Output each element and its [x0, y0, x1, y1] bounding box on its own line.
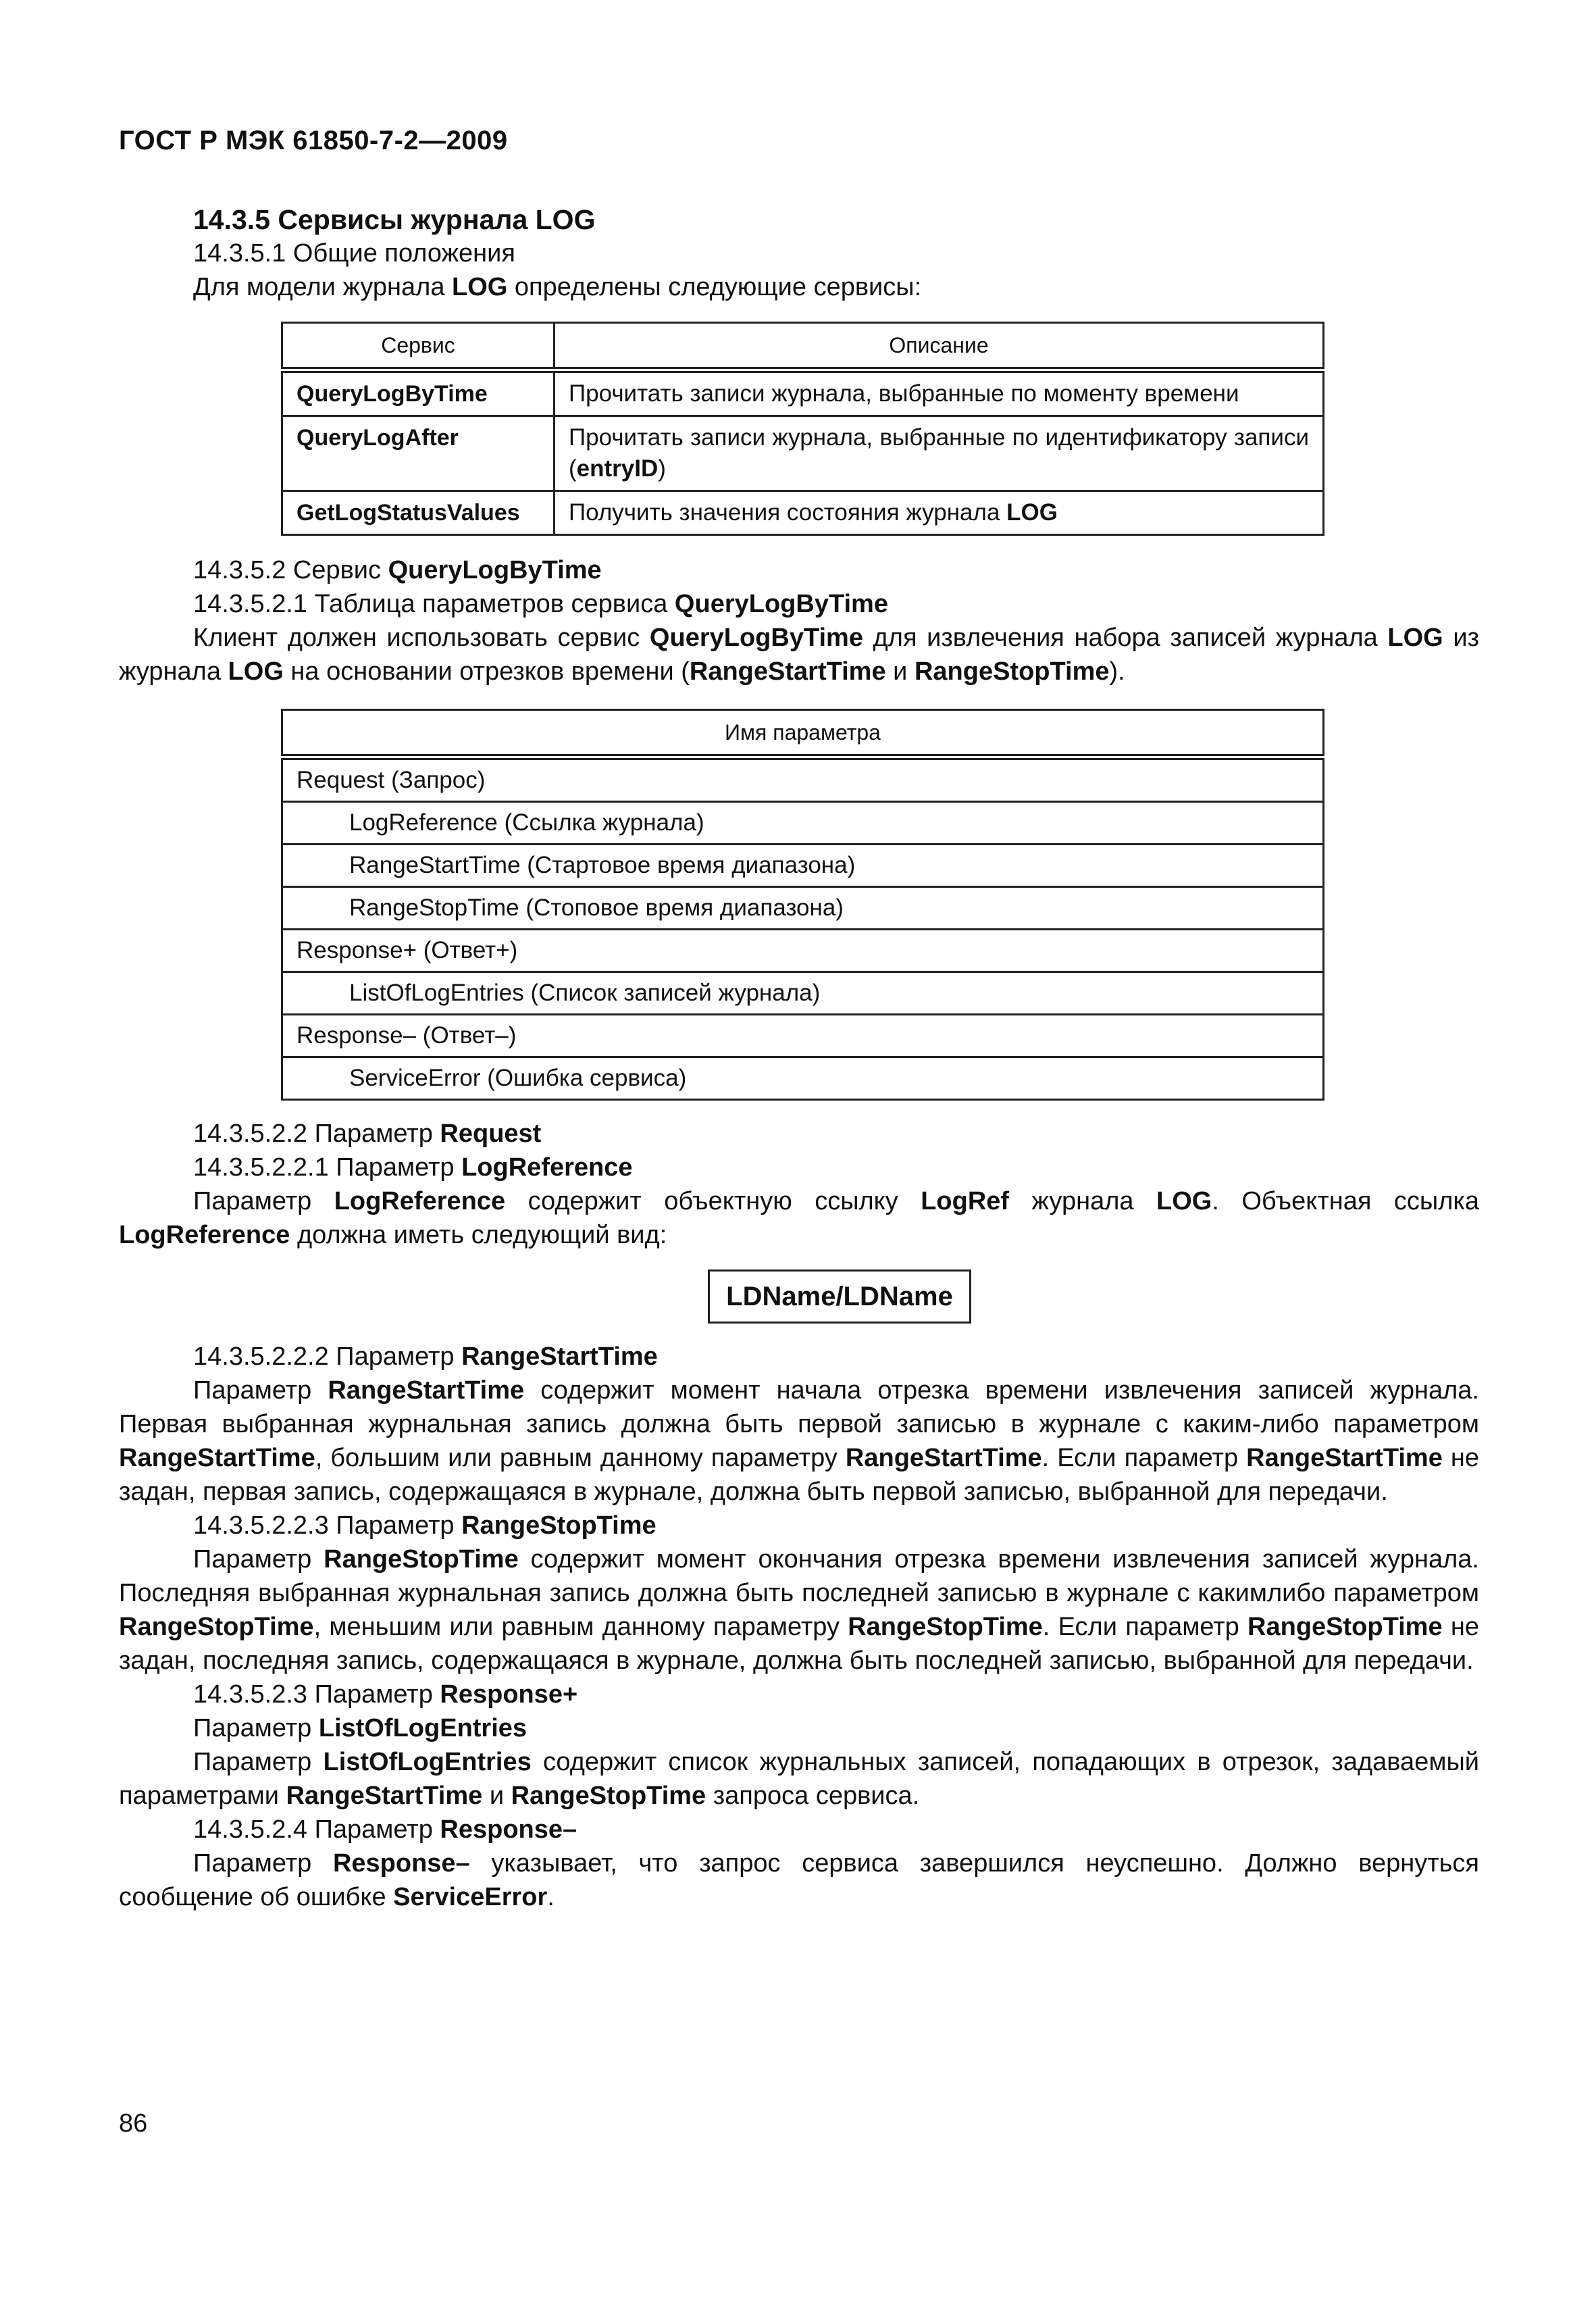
- column-header-description: Описание: [555, 323, 1324, 370]
- parameters-table: [281, 709, 1324, 1101]
- table-row: [282, 370, 1324, 416]
- paragraph-client: Клиент должен использовать сервис QueryLogByTime для извлечения набора записей журнала LOG из журнала LOG на основании отрезков времени (RangeStartTime и RangeStopTime).: [119, 624, 1479, 686]
- paragraph-response-minus: Параметр Response– указывает, что запрос сервиса завершился неуспешно. Должно вернуться сообщение об ошибке ServiceError.: [119, 1849, 1479, 1911]
- format-box-wrapper: [119, 1269, 1479, 1324]
- subsection-parameter-table: 14.3.5.2.1 Таблица параметров сервиса QueryLogByTime: [193, 590, 888, 618]
- subsection-response-plus: 14.3.5.2.3 Параметр Response+: [193, 1680, 578, 1709]
- subsection-rangestoptime: 14.3.5.2.2.3 Параметр RangeStopTime: [193, 1511, 657, 1540]
- subsection-listoflogentries: Параметр ListOfLogEntries: [193, 1714, 527, 1742]
- parameter-name: RangeStartTime (Стартовое время диапазона): [282, 845, 1324, 887]
- subsection-general: 14.3.5.1 Общие положения: [193, 239, 515, 268]
- table-row: [282, 802, 1324, 845]
- paragraph-rangestoptime: Параметр RangeStopTime содержит момент окончания отрезка времени извлечения записей журнала. Последняя выбранная журнальная запись должна быть последней записью в журнале с какимлибо параметром RangeStopTime, меньшим или равным данному параметру RangeStopTime. Если параметр RangeStopTime не задан, последняя запись, содержащаяся в журнале, должна быть последней записью, выбранной для передачи.: [119, 1545, 1479, 1675]
- column-header-service: Сервис: [282, 323, 555, 370]
- paragraph-listoflogentries: Параметр ListOfLogEntries содержит список журнальных записей, попадающих в отрезок, задаваемый параметрами RangeStartTime и RangeStopTime запроса сервиса.: [119, 1748, 1479, 1810]
- subsection-request: 14.3.5.2.2 Параметр Request: [193, 1120, 542, 1148]
- document-body: [119, 203, 1479, 1914]
- paragraph-rangestarttime: Параметр RangeStartTime содержит момент начала отрезка времени извлечения записей журнала. Первая выбранная журнальная запись должна быть первой записью в журнале с каким-либо параметром RangeStartTime, большим или равным данному параметру RangeStartTime. Если параметр RangeStartTime не задан, первая запись, содержащаяся в журнале, должна быть первой записью, выбранной для передачи.: [119, 1376, 1479, 1506]
- subsection-rangestarttime: 14.3.5.2.2.2 Параметр RangeStartTime: [193, 1342, 658, 1371]
- subsection-response-minus: 14.3.5.2.4 Параметр Response–: [193, 1815, 577, 1844]
- parameter-name: Response– (Ответ–): [282, 1015, 1324, 1057]
- service-name: QueryLogAfter: [282, 416, 555, 491]
- parameter-name: RangeStopTime (Стоповое время диапазона): [282, 887, 1324, 930]
- parameter-name: Response+ (Ответ+): [282, 930, 1324, 972]
- column-header-parameter-name: Имя параметра: [282, 710, 1324, 757]
- service-name: QueryLogByTime: [282, 370, 555, 416]
- services-table-header: [282, 323, 1324, 370]
- parameters-table-header: [282, 710, 1324, 757]
- subsection-service: 14.3.5.2 Сервис QueryLogByTime: [193, 556, 602, 584]
- parameter-name: LogReference (Ссылка журнала): [282, 802, 1324, 845]
- table-row: [282, 416, 1324, 491]
- table-row: [282, 887, 1324, 930]
- service-description: Прочитать записи журнала, выбранные по идентификатору записи (entryID): [555, 416, 1324, 491]
- table-row: [282, 972, 1324, 1015]
- subsection-logreference: 14.3.5.2.2.1 Параметр LogReference: [193, 1153, 633, 1182]
- paragraph-logreference: Параметр LogReference содержит объектную ссылку LogRef журнала LOG. Объектная ссылка LogReference должна иметь следующий вид:: [119, 1187, 1479, 1249]
- parameter-name: Request (Запрос): [282, 757, 1324, 802]
- section-title: 14.3.5 Сервисы журнала LOG: [193, 204, 596, 235]
- table-row: [282, 1015, 1324, 1057]
- service-description: Получить значения состояния журнала LOG: [555, 491, 1324, 535]
- table-row: [282, 930, 1324, 972]
- page-number: 86: [119, 2109, 148, 2138]
- format-box: LDName/LDName: [708, 1269, 971, 1324]
- service-name: GetLogStatusValues: [282, 491, 555, 535]
- document-header: ГОСТ Р МЭК 61850-7-2—2009: [119, 126, 508, 155]
- paragraph-intro: Для модели журнала LOG определены следующие сервисы:: [193, 273, 922, 301]
- parameter-name: ListOfLogEntries (Список записей журнала): [282, 972, 1324, 1015]
- table-row: [282, 1057, 1324, 1100]
- services-table: [281, 322, 1324, 536]
- table-row: [282, 845, 1324, 887]
- service-description: Прочитать записи журнала, выбранные по моменту времени: [555, 370, 1324, 416]
- parameter-name: ServiceError (Ошибка сервиса): [282, 1057, 1324, 1100]
- table-row: [282, 757, 1324, 802]
- table-row: [282, 491, 1324, 535]
